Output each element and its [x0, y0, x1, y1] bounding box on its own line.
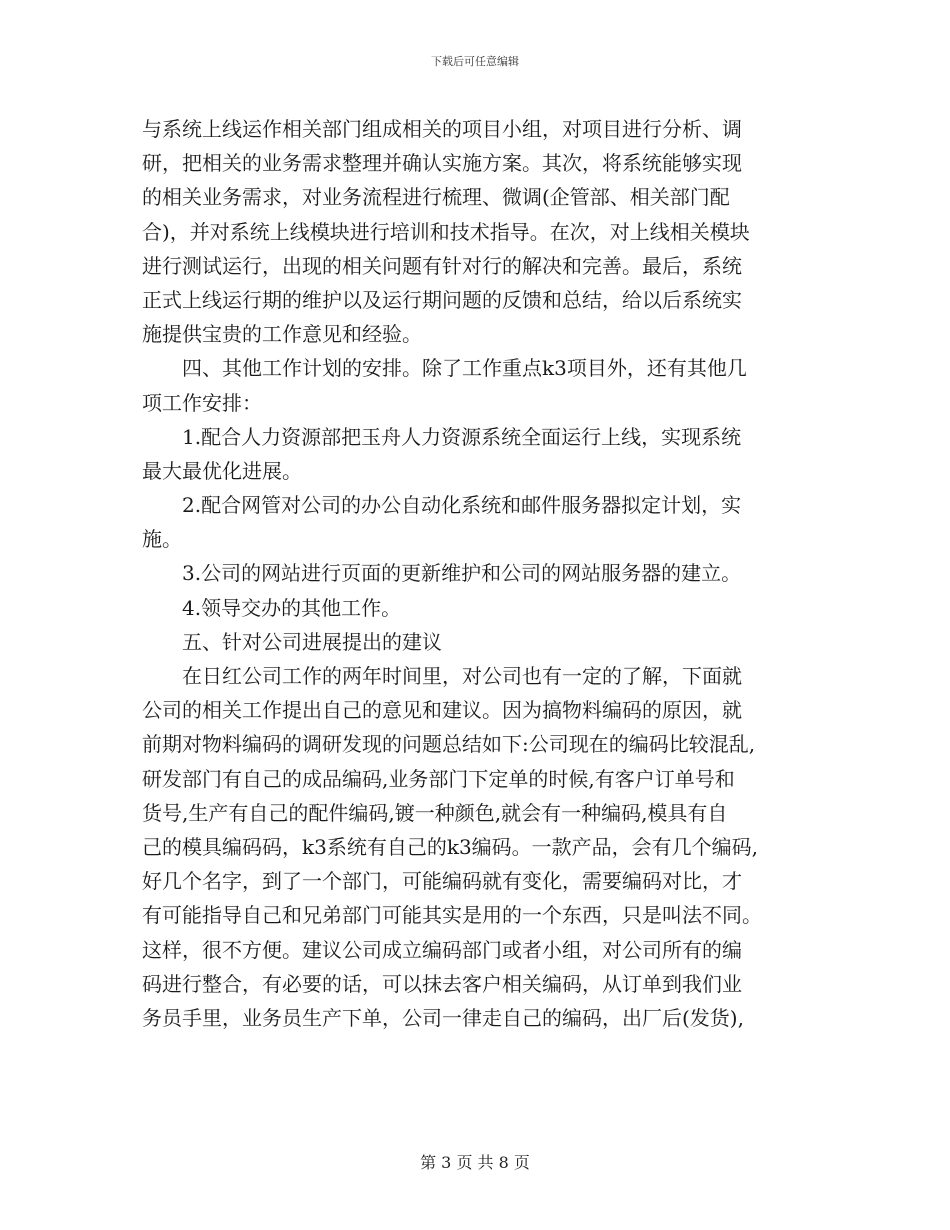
text-line: 与系统上线运作相关部门组成相关的项目小组，对项目进行分析、调: [142, 117, 742, 141]
text-line: 1.配合人力资源部把玉舟人力资源系统全面运行上线，实现系统: [142, 424, 742, 449]
text-line: 项工作安排：: [142, 390, 262, 415]
text-line: 公司的相关工作提出自己的意见和建议。因为搞物料编码的原因，就: [142, 698, 742, 723]
text-line: 3.公司的网站进行页面的更新维护和公司的网站服务器的建立。: [142, 561, 742, 586]
text-line: 货号,生产有自己的配件编码,镀一种颜色,就会有一种编码,模具有自: [142, 800, 728, 825]
text-line: 施。: [142, 527, 182, 552]
text-line: 四、其他工作计划的安排。除了工作重点k3项目外，还有其他几: [142, 356, 747, 381]
text-line: 研发部门有自己的成品编码,业务部门下定单的时候,有客户订单号和: [142, 766, 735, 791]
text-line: 正式上线运行期的维护以及运行期问题的反馈和总结，给以后系统实: [142, 287, 742, 312]
text-line: 2.配合网管对公司的办公自动化系统和邮件服务器拟定计划，实: [142, 493, 742, 518]
text-line: 己的模具编码码，k3系统有自己的k3编码。一款产品，会有几个编码,: [142, 834, 759, 859]
text-line: 前期对物料编码的调研发现的问题总结如下:公司现在的编码比较混乱,: [142, 732, 756, 757]
text-line: 进行测试运行，出现的相关问题有针对行的解决和完善。最后，系统: [142, 253, 742, 278]
text-line: 在日红公司工作的两年时间里，对公司也有一定的了解，下面就: [142, 664, 742, 688]
text-line: 有可能指导自己和兄弟部门可能其实是用的一个东西，只是叫法不同。: [142, 903, 762, 928]
document-body: [142, 112, 822, 1035]
text-line: 最大最优化进展。: [142, 458, 302, 483]
text-line: 五、针对公司进展提出的建议: [142, 629, 442, 654]
page-footer: 第 3 页 共 8 页: [420, 1153, 530, 1172]
text-line: 务员手里，业务员生产下单，公司一律走自己的编码，出厂后(发货),: [142, 1005, 744, 1030]
text-line: 的相关业务需求，对业务流程进行梳理、微调(企管部、相关部门配: [142, 185, 730, 210]
text-line: 合)，并对系统上线模块进行培训和技术指导。在次，对上线相关模块: [142, 219, 750, 244]
text-line: 这样，很不方便。建议公司成立编码部门或者小组，对公司所有的编: [142, 937, 742, 962]
text-line: 好几个名字，到了一个部门，可能编码就有变化，需要编码对比，才: [142, 869, 742, 894]
text-line: 施提供宝贵的工作意见和经验。: [142, 322, 422, 347]
page-header: 下载后可任意编辑: [431, 55, 519, 68]
text-line: 4.领导交办的其他工作。: [142, 595, 402, 620]
text-line: 研，把相关的业务需求整理并确认实施方案。其次，将系统能够实现: [142, 151, 742, 176]
text-line: 码进行整合，有必要的话，可以抹去客户相关编码，从订单到我们业: [142, 971, 742, 996]
